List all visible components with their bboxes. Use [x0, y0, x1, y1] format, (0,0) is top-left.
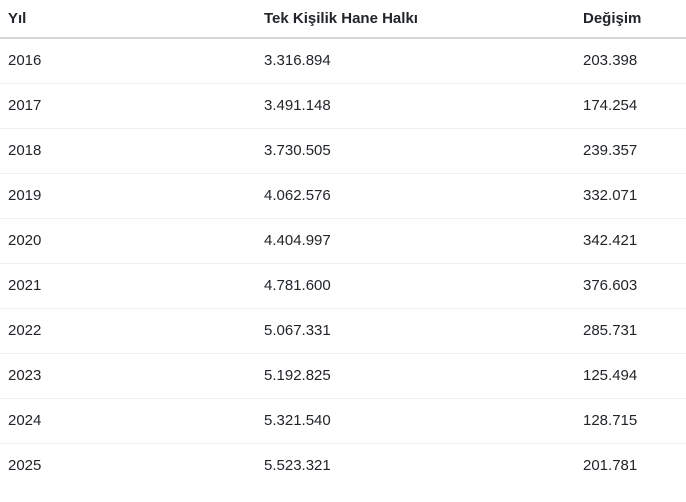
cell-value: 4.781.600: [256, 264, 575, 309]
cell-change: 203.398: [575, 38, 686, 84]
cell-change: 174.254: [575, 84, 686, 129]
table-row: [0, 129, 686, 174]
cell-year: 2016: [0, 38, 256, 84]
table-row: [0, 354, 686, 399]
cell-value: 3.730.505: [256, 129, 575, 174]
header-year: Yıl: [0, 0, 256, 38]
cell-change: 376.603: [575, 264, 686, 309]
table-body: [0, 38, 686, 488]
cell-change: 201.781: [583, 457, 638, 474]
cell-value: 4.062.576: [256, 174, 575, 219]
cell-change: 128.715: [575, 399, 686, 444]
cell-change: 332.071: [575, 174, 686, 219]
table-row: [0, 174, 686, 219]
cell-year: 2020: [0, 219, 256, 264]
cell-value: 5.192.825: [256, 354, 575, 399]
table-row: [0, 38, 686, 84]
header-row: [0, 0, 686, 38]
cell-value: 3.316.894: [256, 38, 575, 84]
table-row: [0, 399, 686, 444]
header-value: Tek Kişilik Hane Halkı: [256, 0, 575, 38]
cell-year: 2017: [0, 84, 256, 129]
cell-year: 2019: [0, 174, 256, 219]
table-row: [0, 309, 686, 354]
cell-year: 2023: [0, 354, 256, 399]
cell-year: 2021: [0, 264, 256, 309]
cell-change: 239.357: [575, 129, 686, 174]
cell-value: 5.067.331: [256, 309, 575, 354]
cell-change: 342.421: [575, 219, 686, 264]
header-change: Değişim: [575, 0, 686, 38]
cell-value: 3.491.148: [256, 84, 575, 129]
table-row: [0, 84, 686, 129]
table-row: [0, 444, 686, 489]
cell-year: 2022: [0, 309, 256, 354]
cell-change: 125.494: [575, 354, 686, 399]
cell-year: 2025: [8, 457, 42, 474]
cell-change: 285.731: [575, 309, 686, 354]
cell-value: 5.321.540: [256, 399, 575, 444]
table-row: [0, 219, 686, 264]
table-header: [0, 0, 686, 38]
table-row: [0, 264, 686, 309]
cell-year: 2024: [0, 399, 256, 444]
cell-year: 2018: [0, 129, 256, 174]
cell-value: 4.404.997: [256, 219, 575, 264]
cell-value: 5.523.321: [264, 457, 331, 474]
